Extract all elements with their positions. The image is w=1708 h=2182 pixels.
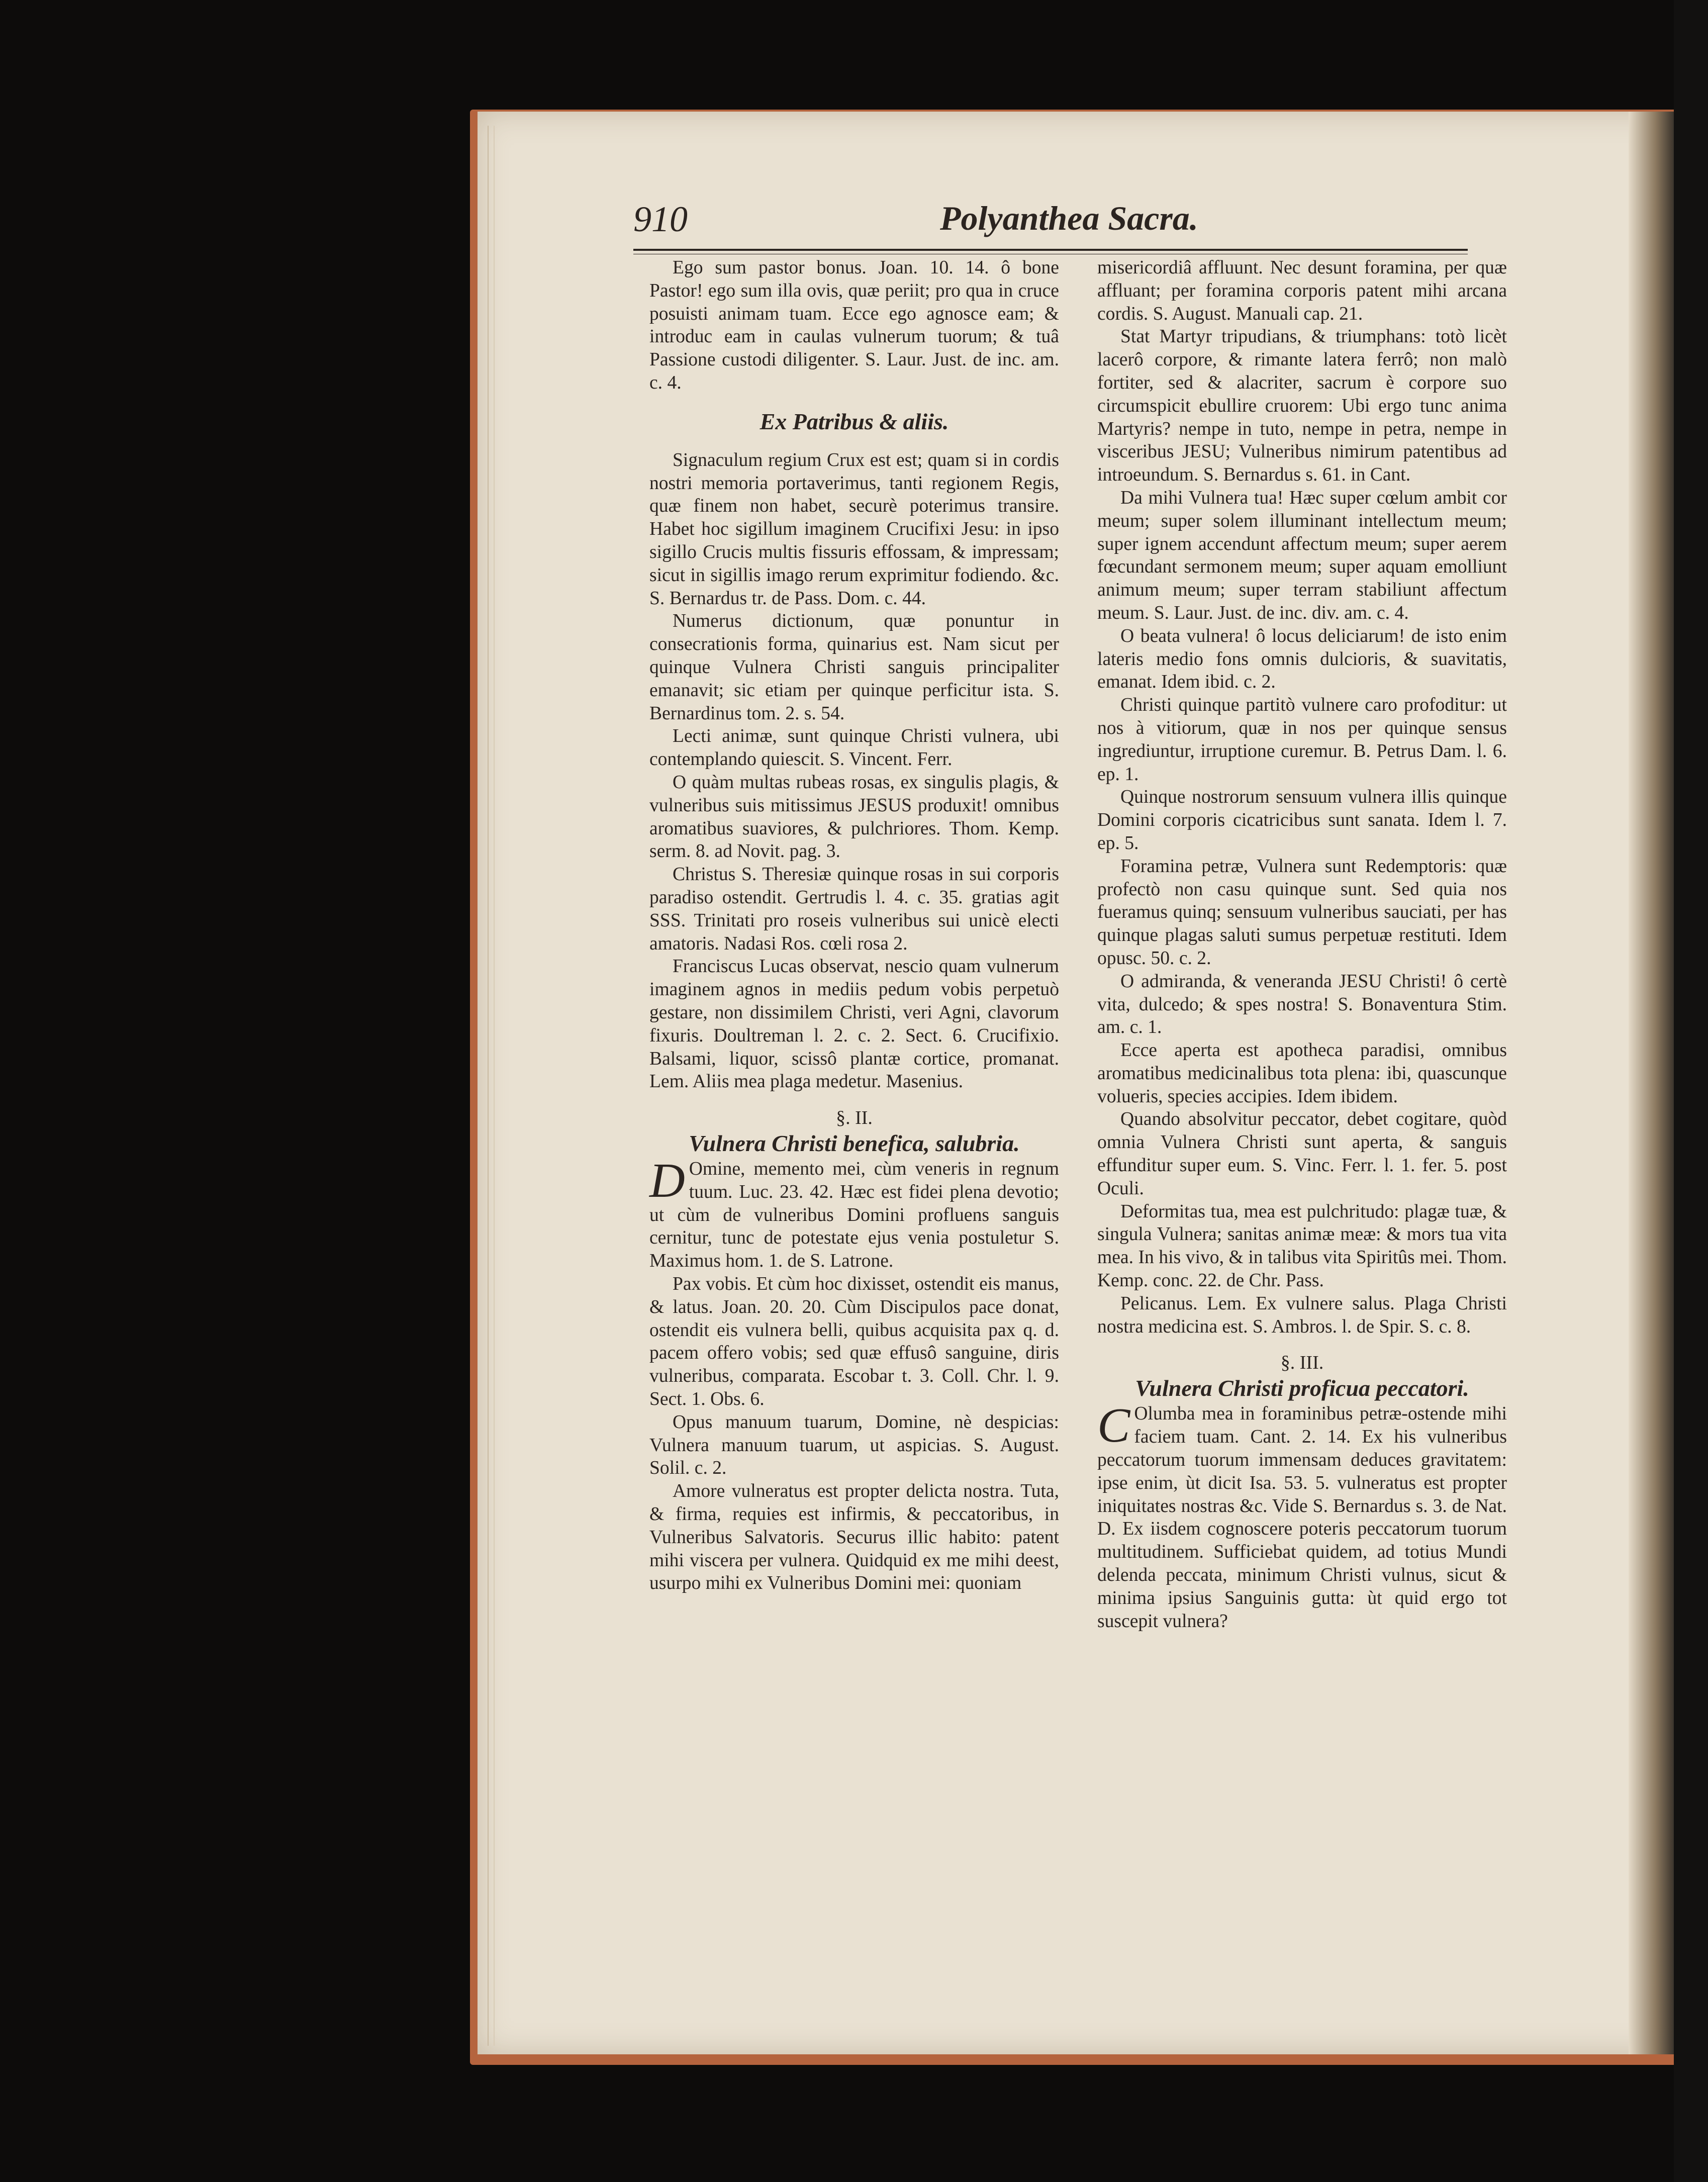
paragraph-text: Olumba mea in foraminibus petræ-ostende mihi faciem tuam. Cant. 2. 14. Ex his vulneribus peccatorum tuorum immensam deduces gravitatem: ipse enim, ùt dicit Isa. 53. 5. vulneratus est propter iniquitates nostras &c. Vide S. Bernardus s. 3. de Nat. D. Ex iisdem cognoscere poteris peccatorum tuorum multitudinem. Sufficiebat quidem, ad totius Mundi delenda peccata, minimum Christi vulnus, sicut & minima ipsius Sanguinis gutta: ùt quid ergo tot suscepit vulnera?: [1097, 1403, 1507, 1632]
paragraph: Quinque nostrorum sensuum vulnera illis quinque Domini corporis cicatricibus sunt sanata. Idem l. 7. ep. 5.: [1097, 787, 1507, 853]
paragraph: O beata vulnera! ô locus deliciarum! de isto enim lateris medio fons omnis dulcioris, & suavitatis, emanat. Idem ibid. c. 2.: [1097, 625, 1507, 693]
paragraph: Opus manuum tuarum, Domine, nè despicias: Vulnera manuum tuarum, ut aspicias. S. August. Solil. c. 2.: [649, 1411, 1059, 1479]
paragraph: O quàm multas rubeas rosas, ex singulis plagis, & vulneribus suis mitissimus JESUS produxit! omnibus aromatibus suaviores, & pulchriores. Thom. Kemp. serm. 8. ad Novit. pag. 3.: [649, 772, 1059, 862]
paragraph: Lecti animæ, sunt quinque Christi vulnera, ubi contemplando quiescit. S. Vincent. Ferr.: [649, 726, 1059, 770]
paragraph-text: Omine, memento mei, cùm veneris in regnum tuum. Luc. 23. 42. Hæc est fidei plena devotio; ut cùm de vulneribus Domini profluens sanguis cernitur, tunc de potestate ejus venia postuletur S. Maximus hom. 1. de S. Latrone.: [649, 1159, 1059, 1272]
paragraph: [649, 1154, 1059, 1273]
paragraph: Foramina petræ, Vulnera sunt Redemptoris: quæ profectò non casu quinque sunt. Sed quia nos fueramus quinq; sensuum vulneribus sauciati, per has quinque plagas saluti sumus perpetuæ restituti. Idem opusc. 50. c. 2.: [1097, 856, 1507, 969]
header-rule: [633, 249, 1468, 254]
paragraph: Amore vulneratus est propter delicta nostra. Tuta, & firma, requies est infirmis, & peccatoribus, in Vulneribus Salvatoris. Securus illic habito: patent mihi viscera per vulnera. Quidquid ex me mihi deest, usurpo mihi ex Vulneribus Domini mei: quoniam: [649, 1481, 1059, 1594]
section-heading: Ex Patribus & aliis.: [760, 408, 949, 434]
book-gutter: [1629, 112, 1674, 2054]
page-margin-rule: [488, 126, 495, 2046]
drop-cap: C: [1097, 1398, 1130, 1453]
section-number: §. III.: [1280, 1352, 1324, 1374]
left-column: [649, 256, 1059, 1595]
paragraph: Christus S. Theresiæ quinque rosas in sui corporis paradiso ostendit. Gertrudis l. 4. c. 35. gratias agit SSS. Trinitati pro roseis vulneribus sui unicè electi amatoris. Nadasi Ros. cœli rosa 2.: [649, 864, 1059, 954]
running-title: Polyanthea Sacra.: [940, 199, 1198, 237]
paragraph: Deformitas tua, mea est pulchritudo: plagæ tuæ, & singula Vulnera; sanitas animæ meæ: & mors tua vita mea. In his vivo, & in talibus vita Spiritûs mei. Thom. Kemp. conc. 22. de Chr. Pass.: [1097, 1201, 1507, 1291]
paragraph: Ego sum pastor bonus. Joan. 10. 14. ô bone Pastor! ego sum illa ovis, quæ periit; pro qua in cruce posuisti animam tuam. Ecce ego agnosce eam; & introduc eam in caulas vulnerum tuorum; & tuâ Passione custodi diligenter. S. Laur. Just. de inc. am. c. 4.: [649, 257, 1059, 393]
backdrop: [1674, 0, 1708, 2182]
paragraph: Da mihi Vulnera tua! Hæc super cœlum ambit cor meum; super solem illuminant intellectum meum; super ignem accendunt affectum meum; super aerem fœcundant sermonem meum; super aquam emolliunt animum meum; super terram stabiliunt affectum meum. S. Laur. Just. de inc. div. am. c. 4.: [1097, 487, 1507, 623]
paragraph: Ecce aperta est apotheca paradisi, omnibus aromatibus medicinalibus tota plena: ibi, quascunque volueris, species accipies. Idem ibidem.: [1097, 1040, 1507, 1107]
paragraph: Stat Martyr tripudians, & triumphans: totò licèt lacerô corpore, & rimante latera ferrô; non malò fortiter, sed & alacriter, sacrum è corpore suo circumspicit ebullire cruorem: Ubi ergo tunc anima Martyris? nempe in tuto, nempe in petra, nempe in visceribus JESU; Vulneribus nimirum patentibus ad introeundum. S. Bernardus s. 61. in Cant.: [1097, 326, 1507, 486]
page-number: 910: [633, 199, 688, 239]
paragraph: Christi quinque partitò vulnere caro profoditur: ut nos à vitiorum, quæ in nos per quinque sensus ingrediuntur, irruptione curemur. B. Petrus Dam. l. 6. ep. 1.: [1097, 695, 1507, 785]
section-number: §. II.: [836, 1107, 873, 1129]
paragraph: Signaculum regium Crux est est; quam si in cordis nostri memoria portaverimus, tanti regionem Regis, quæ finem non habet, securè poterimus transire. Habet hoc sigillum imaginem Crucifixi Jesu: in ipso sigillo Crucis multis fissuris effossam, & impressam; sicut in sigillis imago rerum exprimitur fodiendo. &c. S. Bernardus tr. de Pass. Dom. c. 44.: [649, 449, 1059, 609]
paragraph: Franciscus Lucas observat, nescio quam vulnerum imaginem agnos in mediis pedum vobis perpetuò gestare, non dissimilem Christi, veri Agni, clavorum fixuris. Doultreman l. 2. c. 2. Sect. 6. Crucifixio. Balsami, liquor, scissô plantæ cortice, promanat. Lem. Aliis mea plaga medetur. Masenius.: [649, 956, 1059, 1092]
paragraph: Pax vobis. Et cùm hoc dixisset, ostendit eis manus, & latus. Joan. 20. 20. Cùm Discipulos pace donat, ostendit eis vulnera belli, quibus acquisita pax q. d. pacem offero vobis; sed quæ effusô sanguine, diris vulneribus, comparata. Escobar t. 3. Coll. Chr. l. 9. Sect. 1. Obs. 6.: [649, 1274, 1059, 1410]
page-header: [633, 199, 1468, 249]
paragraph: Numerus dictionum, quæ ponuntur in consecrationis forma, quinarius est. Nam sicut per quinque Vulnera Christi sanguis principaliter emanavit; sic etiam per quinque perficitur ista. S. Bernardinus tom. 2. s. 54.: [649, 611, 1059, 724]
right-column: [1097, 256, 1507, 1633]
paragraph: O admiranda, & veneranda JESU Christi! ô certè vita, dulcedo; & spes nostra! S. Bonaventura Stim. am. c. 1.: [1097, 971, 1507, 1038]
paragraph: [1097, 1398, 1507, 1633]
paragraph: Quando absolvitur peccator, debet cogitare, quòd omnia Vulnera Christi sunt aperta, & sanguis effunditur super eum. S. Vinc. Ferr. l. 1. fer. 5. post Oculi.: [1097, 1109, 1507, 1199]
section-heading: Vulnera Christi benefica, salubria.: [689, 1130, 1020, 1157]
section-heading: Vulnera Christi proficua peccatori.: [1135, 1375, 1469, 1401]
drop-cap: D: [649, 1154, 685, 1208]
paragraph: Pelicanus. Lem. Ex vulnere salus. Plaga Christi nostra medicina est. S. Ambros. l. de Spir. S. c. 8.: [1097, 1293, 1507, 1337]
paragraph: misericordiâ affluunt. Nec desunt foramina, per quæ affluant; per foramina corporis patent mihi arcana cordis. S. August. Manuali cap. 21.: [1097, 257, 1507, 324]
